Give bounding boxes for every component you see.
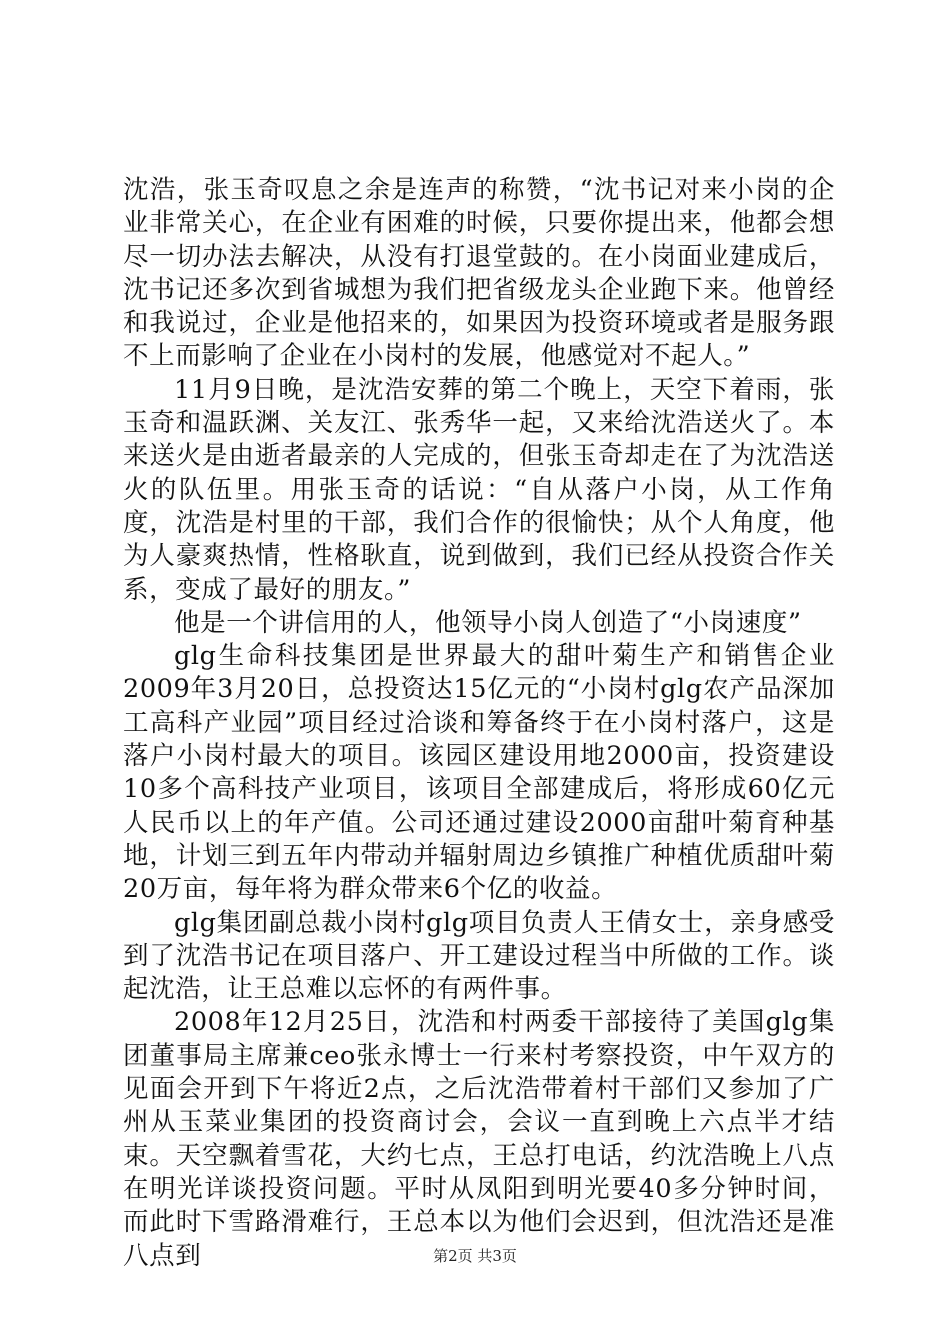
paragraph-1: 沈浩，张玉奇叹息之余是连声的称赞，“沈书记对来小岗的企业非常关心，在企业有困难的时候，只要你提出来，他都会想尽一切办法去解决，从没有打退堂鼓的。在小岗面业建成后，沈书记还多次到省城想为我们把省级龙头企业跑下来。他曾经和我说过，企业是他招来的，如果因为投资环境或者是服务跟不上而影响了企业在小岗村的发展，他感觉对不起人。” xyxy=(123,175,835,372)
paragraph-6: 2008年12月25日，沈浩和村两委干部接待了美国glg集团董事局主席兼ceo张永博士一行来村考察投资，中午双方的见面会开到下午将近2点，之后沈浩带着村干部们又参加了广州从玉菜业集团的投资商讨会，会议一直到晚上六点半才结束。天空飘着雪花，大约七点，王总打电话，约沈浩晚上八点在明光详谈投资问题。平时从凤阳到明光要40多分钟时间，而此时下雪路滑难行，王总本以为他们会迟到，但沈浩还是准八点到 xyxy=(123,1007,835,1271)
document-body xyxy=(123,174,835,1273)
paragraph-4: glg生命科技集团是世界最大的甜叶菊生产和销售企业2009年3月20日，总投资达15亿元的“小岗村glg农产品深加工高科产业园”项目经过洽谈和筹备终于在小岗村落户，这是落户小岗村最大的项目。该园区建设用地2000亩，投资建设10多个高科技产业项目，该项目全部建成后，将形成60亿元人民币以上的年产值。公司还通过建设2000亩甜叶菊育种基地，计划三到五年内带动并辐射周边乡镇推广种植优质甜叶菊20万亩，每年将为群众带来6个亿的收益。 xyxy=(123,641,835,905)
page-footer: 第2页 共3页 xyxy=(433,1247,517,1265)
paragraph-5: glg集团副总裁小岗村glg项目负责人王倩女士，亲身感受到了沈浩书记在项目落户、开工建设过程当中所做的工作。谈起沈浩，让王总难以忘怀的有两件事。 xyxy=(123,907,835,1005)
paragraph-2: 11月9日晚，是沈浩安葬的第二个晚上，天空下着雨，张玉奇和温跃渊、关友江、张秀华一起，又来给沈浩送火了。本来送火是由逝者最亲的人完成的，但张玉奇却走在了为沈浩送火的队伍里。用张玉奇的话说：“自从落户小岗，从工作角度，沈浩是村里的干部，我们合作的很愉快；从个人角度，他为人豪爽热情，性格耿直，说到做到，我们已经从投资合作关系，变成了最好的朋友。” xyxy=(123,374,835,605)
paragraph-3: 他是一个讲信用的人，他领导小岗人创造了“小岗速度” xyxy=(174,607,802,638)
